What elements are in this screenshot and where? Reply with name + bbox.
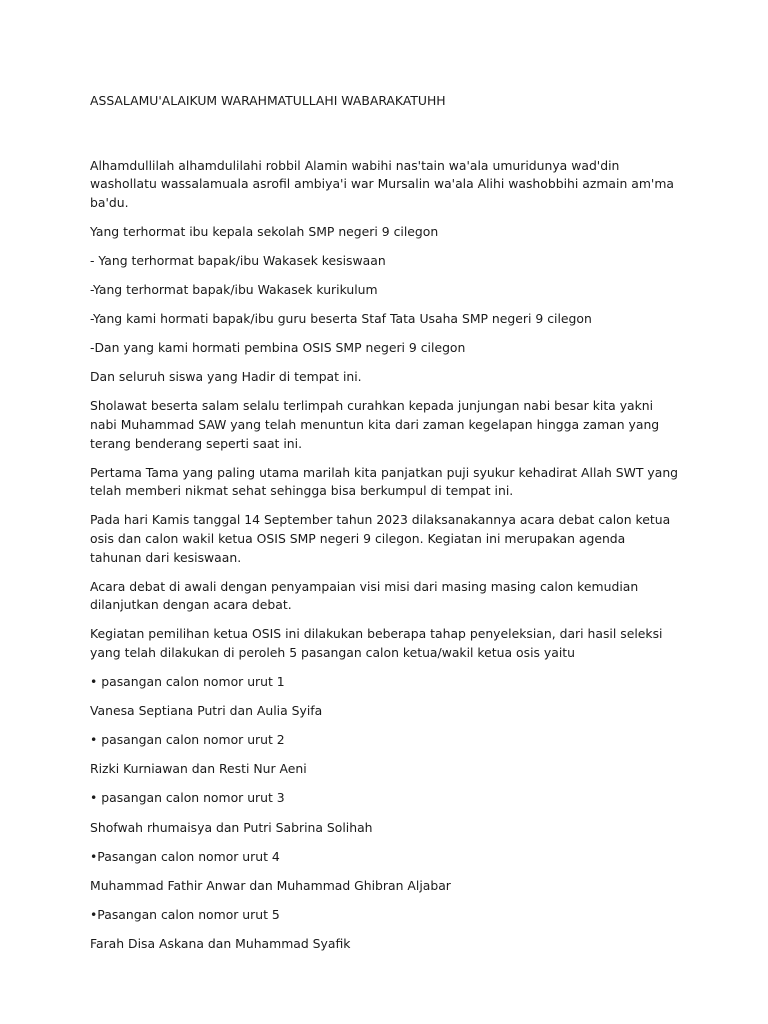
candidate-pair-3-names: Shofwah rhumaisya dan Putri Sabrina Solihah: [90, 819, 373, 835]
candidate-pair-1-heading: • pasangan calon nomor urut 1: [90, 674, 285, 690]
opening-paragraph: Alhamdullilah alhamdulilahi robbil Alamin wabihi nas'tain wa'ala umuridunya wad'din washollatu wassalamuala asrofil ambiya'i war Mursalin wa'ala Alihi washobbihi azmain am'ma ba'du.: [90, 157, 674, 210]
candidate-pair-1-names: Vanesa Septiana Putri dan Aulia Syifa: [90, 703, 323, 719]
selection-paragraph: Kegiatan pemilihan ketua OSIS ini dilakukan beberapa tahap penyeleksian, dari hasil seleksi yang telah dilakukan di peroleh 5 pasangan calon ketua/wakil ketua osis yaitu: [90, 626, 663, 660]
gratitude-paragraph: Pertama Tama yang paling utama marilah kita panjatkan puji syukur kehadirat Allah SWT yang telah memberi nikmat sehat sehingga bisa berkumpul di tempat ini.: [90, 464, 679, 499]
debate-description-paragraph: Acara debat di awali dengan penyampaian visi misi dari masing masing calon kemudian dilanjutkan dengan acara debat.: [90, 578, 639, 613]
candidate-pair-5-heading: •Pasangan calon nomor urut 5: [90, 906, 280, 922]
candidate-pair-2-names: Rizki Kurniawan dan Resti Nur Aeni: [90, 761, 307, 777]
event-date-paragraph: Pada hari Kamis tanggal 14 September tahun 2023 dilaksanakannya acara debat calon ketua osis dan calon wakil ketua OSIS SMP negeri 9 cilegon. Kegiatan ini merupakan agenda tahunan dari kesiswaan.: [90, 512, 671, 565]
greeting-students: Dan seluruh siswa yang Hadir di tempat ini.: [90, 369, 362, 385]
candidate-pair-3-heading: • pasangan calon nomor urut 3: [90, 790, 285, 806]
greeting-vice-curriculum: -Yang terhormat bapak/ibu Wakasek kurikulum: [90, 282, 378, 298]
sholawat-paragraph: Sholawat beserta salam selalu terlimpah curahkan kepada junjungan nabi besar kita yakni nabi Muhammad SAW yang telah menuntun kita dari zaman kegelapan hingga zaman yang terang benderang seperti saat ini.: [90, 398, 660, 451]
candidate-pair-4-heading: •Pasangan calon nomor urut 4: [90, 848, 280, 864]
candidate-pair-4-names: Muhammad Fathir Anwar dan Muhammad Ghibran Aljabar: [90, 877, 451, 893]
document-body: [90, 92, 680, 964]
greeting-principal: Yang terhormat ibu kepala sekolah SMP negeri 9 cilegon: [90, 223, 439, 239]
document-title: ASSALAMU'ALAIKUM WARAHMATULLAHI WABARAKATUHH: [90, 93, 446, 108]
candidate-pair-5-names: Farah Disa Askana dan Muhammad Syafik: [90, 935, 351, 951]
greeting-vice-student-affairs: - Yang terhormat bapak/ibu Wakasek kesiswaan: [90, 252, 386, 268]
greeting-osis-advisor: -Dan yang kami hormati pembina OSIS SMP negeri 9 cilegon: [90, 340, 466, 356]
candidate-pair-2-heading: • pasangan calon nomor urut 2: [90, 732, 285, 748]
greeting-teachers-staff: -Yang kami hormati bapak/ibu guru beserta Staf Tata Usaha SMP negeri 9 cilegon: [90, 311, 592, 327]
